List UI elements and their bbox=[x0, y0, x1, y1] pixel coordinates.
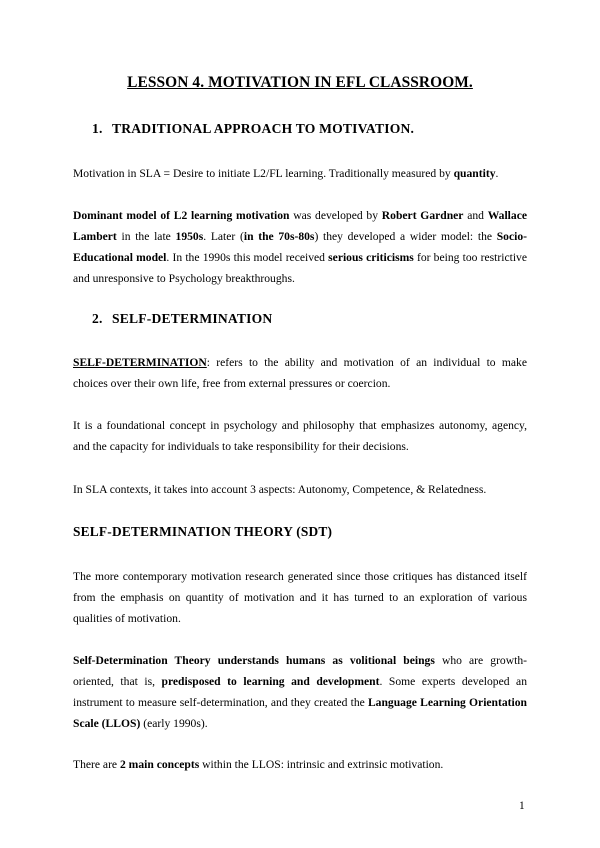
underlined-term: SELF-DETERMINATION bbox=[73, 356, 207, 369]
paragraph-gardner-lambert-model: Dominant model of L2 learning motivation was developed by Robert Gardner and Wallace Lambert in the late 1950s. Later (in the 70s-80s) they developed a wider model: the Socio-Educational model. In the 1990s this model received serious criticisms for being too restrictive and unresponsive to Psychology breakthroughs. bbox=[73, 209, 528, 285]
section-title: TRADITIONAL APPROACH TO MOTIVATION. bbox=[112, 121, 415, 136]
section-heading-sdt: SELF-DETERMINATION THEORY (SDT) bbox=[73, 524, 333, 539]
paragraph-self-determination-definition: SELF-DETERMINATION: refers to the ability and motivation of an individual to make choices over their own life, free from external pressures or coercion. bbox=[73, 356, 527, 390]
lesson-title: LESSON 4. MOTIVATION IN EFL CLASSROOM. bbox=[127, 74, 473, 91]
paragraph-foundational-concept: It is a foundational concept in psychology and philosophy that emphasizes autonomy, agency, and the capacity for individuals to take responsibility for their decisions. bbox=[73, 419, 527, 453]
paragraph-sdt-volitional-beings: Self-Determination Theory understands humans as volitional beings who are growth-oriented, that is, predisposed to learning and development. Some experts developed an instrument to measure self-determination, and they created the Language Learning Orientation Scale (LLOS) (early 1990s). bbox=[73, 654, 527, 730]
section-number: 1. bbox=[92, 121, 103, 136]
page-number: 1 bbox=[519, 800, 525, 812]
section-heading-self-determination bbox=[92, 311, 272, 327]
section-heading-traditional-approach bbox=[92, 121, 414, 137]
section-number: 2. bbox=[92, 311, 103, 326]
paragraph-llos-concepts: There are 2 main concepts within the LLOS: intrinsic and extrinsic motivation. bbox=[73, 758, 444, 771]
paragraph-motivation-definition: Motivation in SLA = Desire to initiate L2/FL learning. Traditionally measured by quantity. bbox=[73, 167, 499, 180]
bold-term: quantity bbox=[453, 167, 496, 180]
paragraph-sla-aspects: In SLA contexts, it takes into account 3 aspects: Autonomy, Competence, & Relatedness. bbox=[73, 483, 487, 496]
section-title: SELF-DETERMINATION bbox=[112, 311, 273, 326]
paragraph-contemporary-research: The more contemporary motivation research generated since those critiques has distanced itself from the emphasis on quantity of motivation and it has turned to an exploration of various qualities of motivation. bbox=[73, 570, 527, 625]
